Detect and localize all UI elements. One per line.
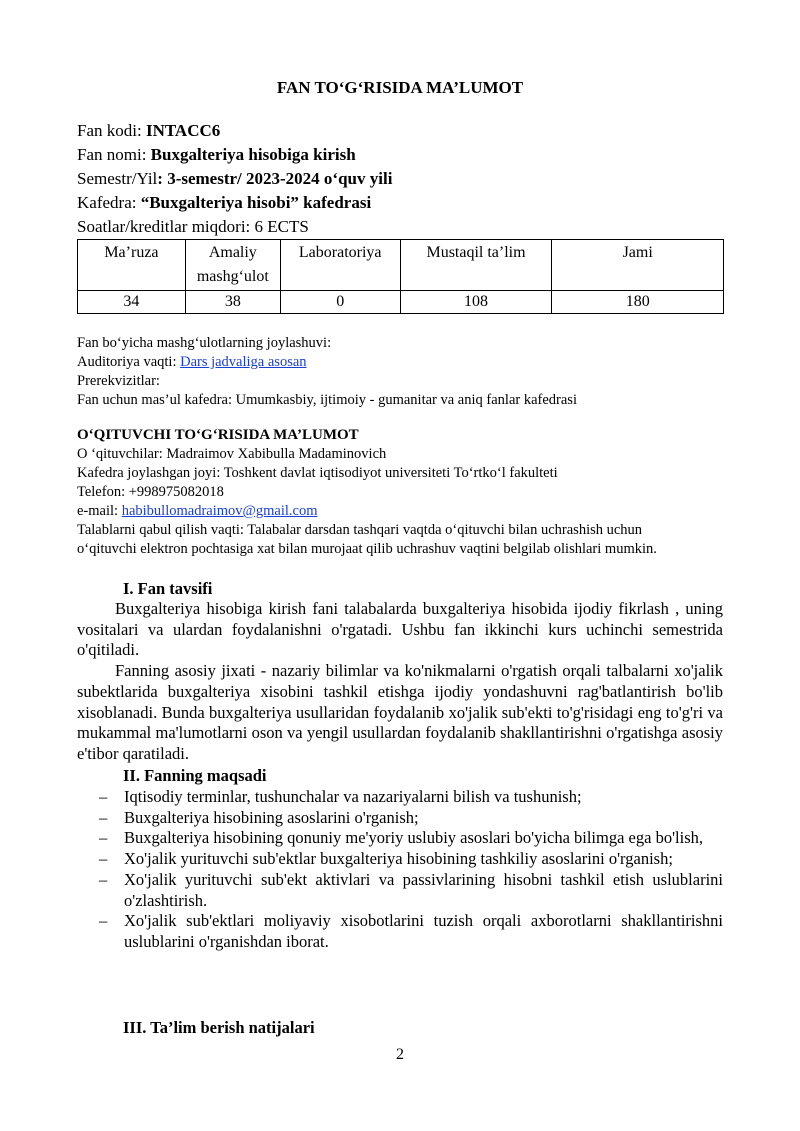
email-label: e-mail: <box>77 503 122 519</box>
section-2-heading: II. Fanning maqsadi <box>123 766 267 785</box>
list-item: – Buxgalteriya hisobining qonuniy me'yoriy uslubiy asoslari bo'yicha bilimga ega bo'lish, <box>99 828 704 848</box>
dash-bullet: – <box>99 787 108 806</box>
prerequisites-line: Prerekvizitlar: <box>77 373 160 389</box>
department-location-line: Kafedra joylashgan joyi: Toshkent davlat iqtisodiyot universiteti To‘rtko‘l fakulteti <box>77 465 558 481</box>
header-laboratory: Laboratoriya <box>280 240 400 291</box>
department-label: Kafedra: <box>77 193 141 212</box>
section-1-paragraph-2: Fanning asosiy jixati - nazariy bilimlar va ko'nikmalarni o'rgatish orqali talbalarni xo'jalik subektlarida buxgalteriya xisobini tashkil etishga ijodiy yondashuvni rag'batlantirish bo'lib xisoblanadi. Bunda buxgalteriya usullaridan foydalanib xo'jalik sub'ekti to'g'risidagi eng to'g'ri va mukammal ma'lumotlarni oson va yengil usullardan foydalanib shakllantirishni o'rgatishga asosiy e'tibor qaratiladi. <box>77 661 723 763</box>
list-item: – Xo'jalik yurituvchi sub'ekt aktivlari va passivlarining hisobni tashkil etish uslublarini o'zlashtirish. <box>99 869 723 910</box>
placement-line: Fan bo‘yicha mashg‘ulotlarning joylashuvi: <box>77 335 332 351</box>
page-number: 2 <box>396 1046 404 1063</box>
course-info <box>77 119 392 239</box>
value-laboratory: 0 <box>280 291 400 314</box>
email-line <box>77 502 657 521</box>
header-practice: Amaliy mashg‘ulot <box>185 240 280 291</box>
semester-row <box>77 167 392 191</box>
list-item: – Xo'jalik yurituvchi sub'ektlar buxgalteriya hisobining tashkiliy asoslarini o'rganish; <box>99 849 673 869</box>
course-code-label: Fan kodi: <box>77 121 146 140</box>
hours-table-header-row <box>78 240 724 291</box>
email-link[interactable]: habibullomadraimov@gmail.com <box>121 503 318 519</box>
course-name-row <box>77 143 392 167</box>
schedule-link[interactable]: Dars jadvaliga asosan <box>180 354 307 370</box>
reception-line-2: o‘qituvchi elektron pochtasiga xat bilan murojaat qilib uchrashuv vaqtini belgilab olishlari mumkin. <box>77 541 657 557</box>
header-independent-study: Mustaqil ta’lim <box>400 240 552 291</box>
department-row <box>77 191 392 215</box>
course-name-value: Buxgalteriya hisobiga kirish <box>150 145 356 164</box>
header-total: Jami <box>552 240 724 291</box>
teachers-line: O ‘qituvchilar: Madraimov Xabibulla Madaminovich <box>77 446 387 462</box>
list-item: – Xo'jalik sub'ektlari moliyaviy xisobotlarini tuzish orqali axborotlarni shakllantirishni uslublarini o'rganishdan iborat. <box>99 911 723 951</box>
section-1-paragraph-1: Buxgalteriya hisobiga kirish fani talabalarda buxgalteriya hisobida ijodiy fikrlash , uning vositalari va ulardan foydalanishni o'rgatadi. Ushbu fan ikkinchi kurs uchinchi semestrida o'qitiladi. <box>77 599 723 660</box>
value-practice: 38 <box>185 291 280 314</box>
teacher-heading: O‘QITUVCHI TO‘G‘RISIDA MA’LUMOT <box>77 427 359 443</box>
hours-table-values-row <box>78 291 724 314</box>
section-1-body <box>77 599 723 765</box>
header-lecture: Ma’ruza <box>78 240 186 291</box>
value-lecture: 34 <box>78 291 186 314</box>
course-code-value: INTACC6 <box>145 121 221 140</box>
phone-line: Telefon: +998975082018 <box>77 484 224 500</box>
schedule-block <box>77 334 577 410</box>
dash-bullet: – <box>99 828 108 848</box>
dash-bullet: – <box>99 911 108 931</box>
auditorium-line <box>77 353 577 372</box>
goals-list <box>77 787 723 953</box>
credits-row: Soatlar/kreditlar miqdori: 6 ECTS <box>77 217 309 236</box>
teacher-block <box>77 426 657 559</box>
value-total: 180 <box>552 291 724 314</box>
section-3-heading: III. Ta’lim berish natijalari <box>123 1018 315 1037</box>
reception-line-1: Talablarni qabul qilish vaqti: Talabalar darsdan tashqari vaqtda o‘qituvchi bilan uchrashish uchun <box>77 522 643 538</box>
dash-bullet: – <box>99 849 108 869</box>
dash-bullet: – <box>99 807 108 827</box>
course-name-label: Fan nomi: <box>77 145 151 164</box>
page-title: FAN TO‘G‘RISIDA MA’LUMOT <box>276 78 524 97</box>
hours-table <box>77 239 724 314</box>
list-item: – Buxgalteriya hisobining asoslarini o'rganish; <box>99 807 419 827</box>
section-1-heading: I. Fan tavsifi <box>123 579 213 598</box>
value-independent-study: 108 <box>400 291 552 314</box>
course-code-row <box>77 119 392 143</box>
semester-label: Semestr/Yil <box>77 169 158 188</box>
semester-value: : 3-semestr/ 2023-2024 o‘quv yili <box>157 169 393 188</box>
responsible-department-line: Fan uchun mas’ul kafedra: Umumkasbiy, ijtimoiy - gumanitar va aniq fanlar kafedrasi <box>77 392 577 408</box>
list-item: – Iqtisodiy terminlar, tushunchalar va nazariyalarni bilish va tushunish; <box>99 787 582 806</box>
department-value: “Buxgalteriya hisobi” kafedrasi <box>140 193 372 212</box>
auditorium-label: Auditoriya vaqti: <box>77 354 181 370</box>
dash-bullet: – <box>99 869 108 889</box>
